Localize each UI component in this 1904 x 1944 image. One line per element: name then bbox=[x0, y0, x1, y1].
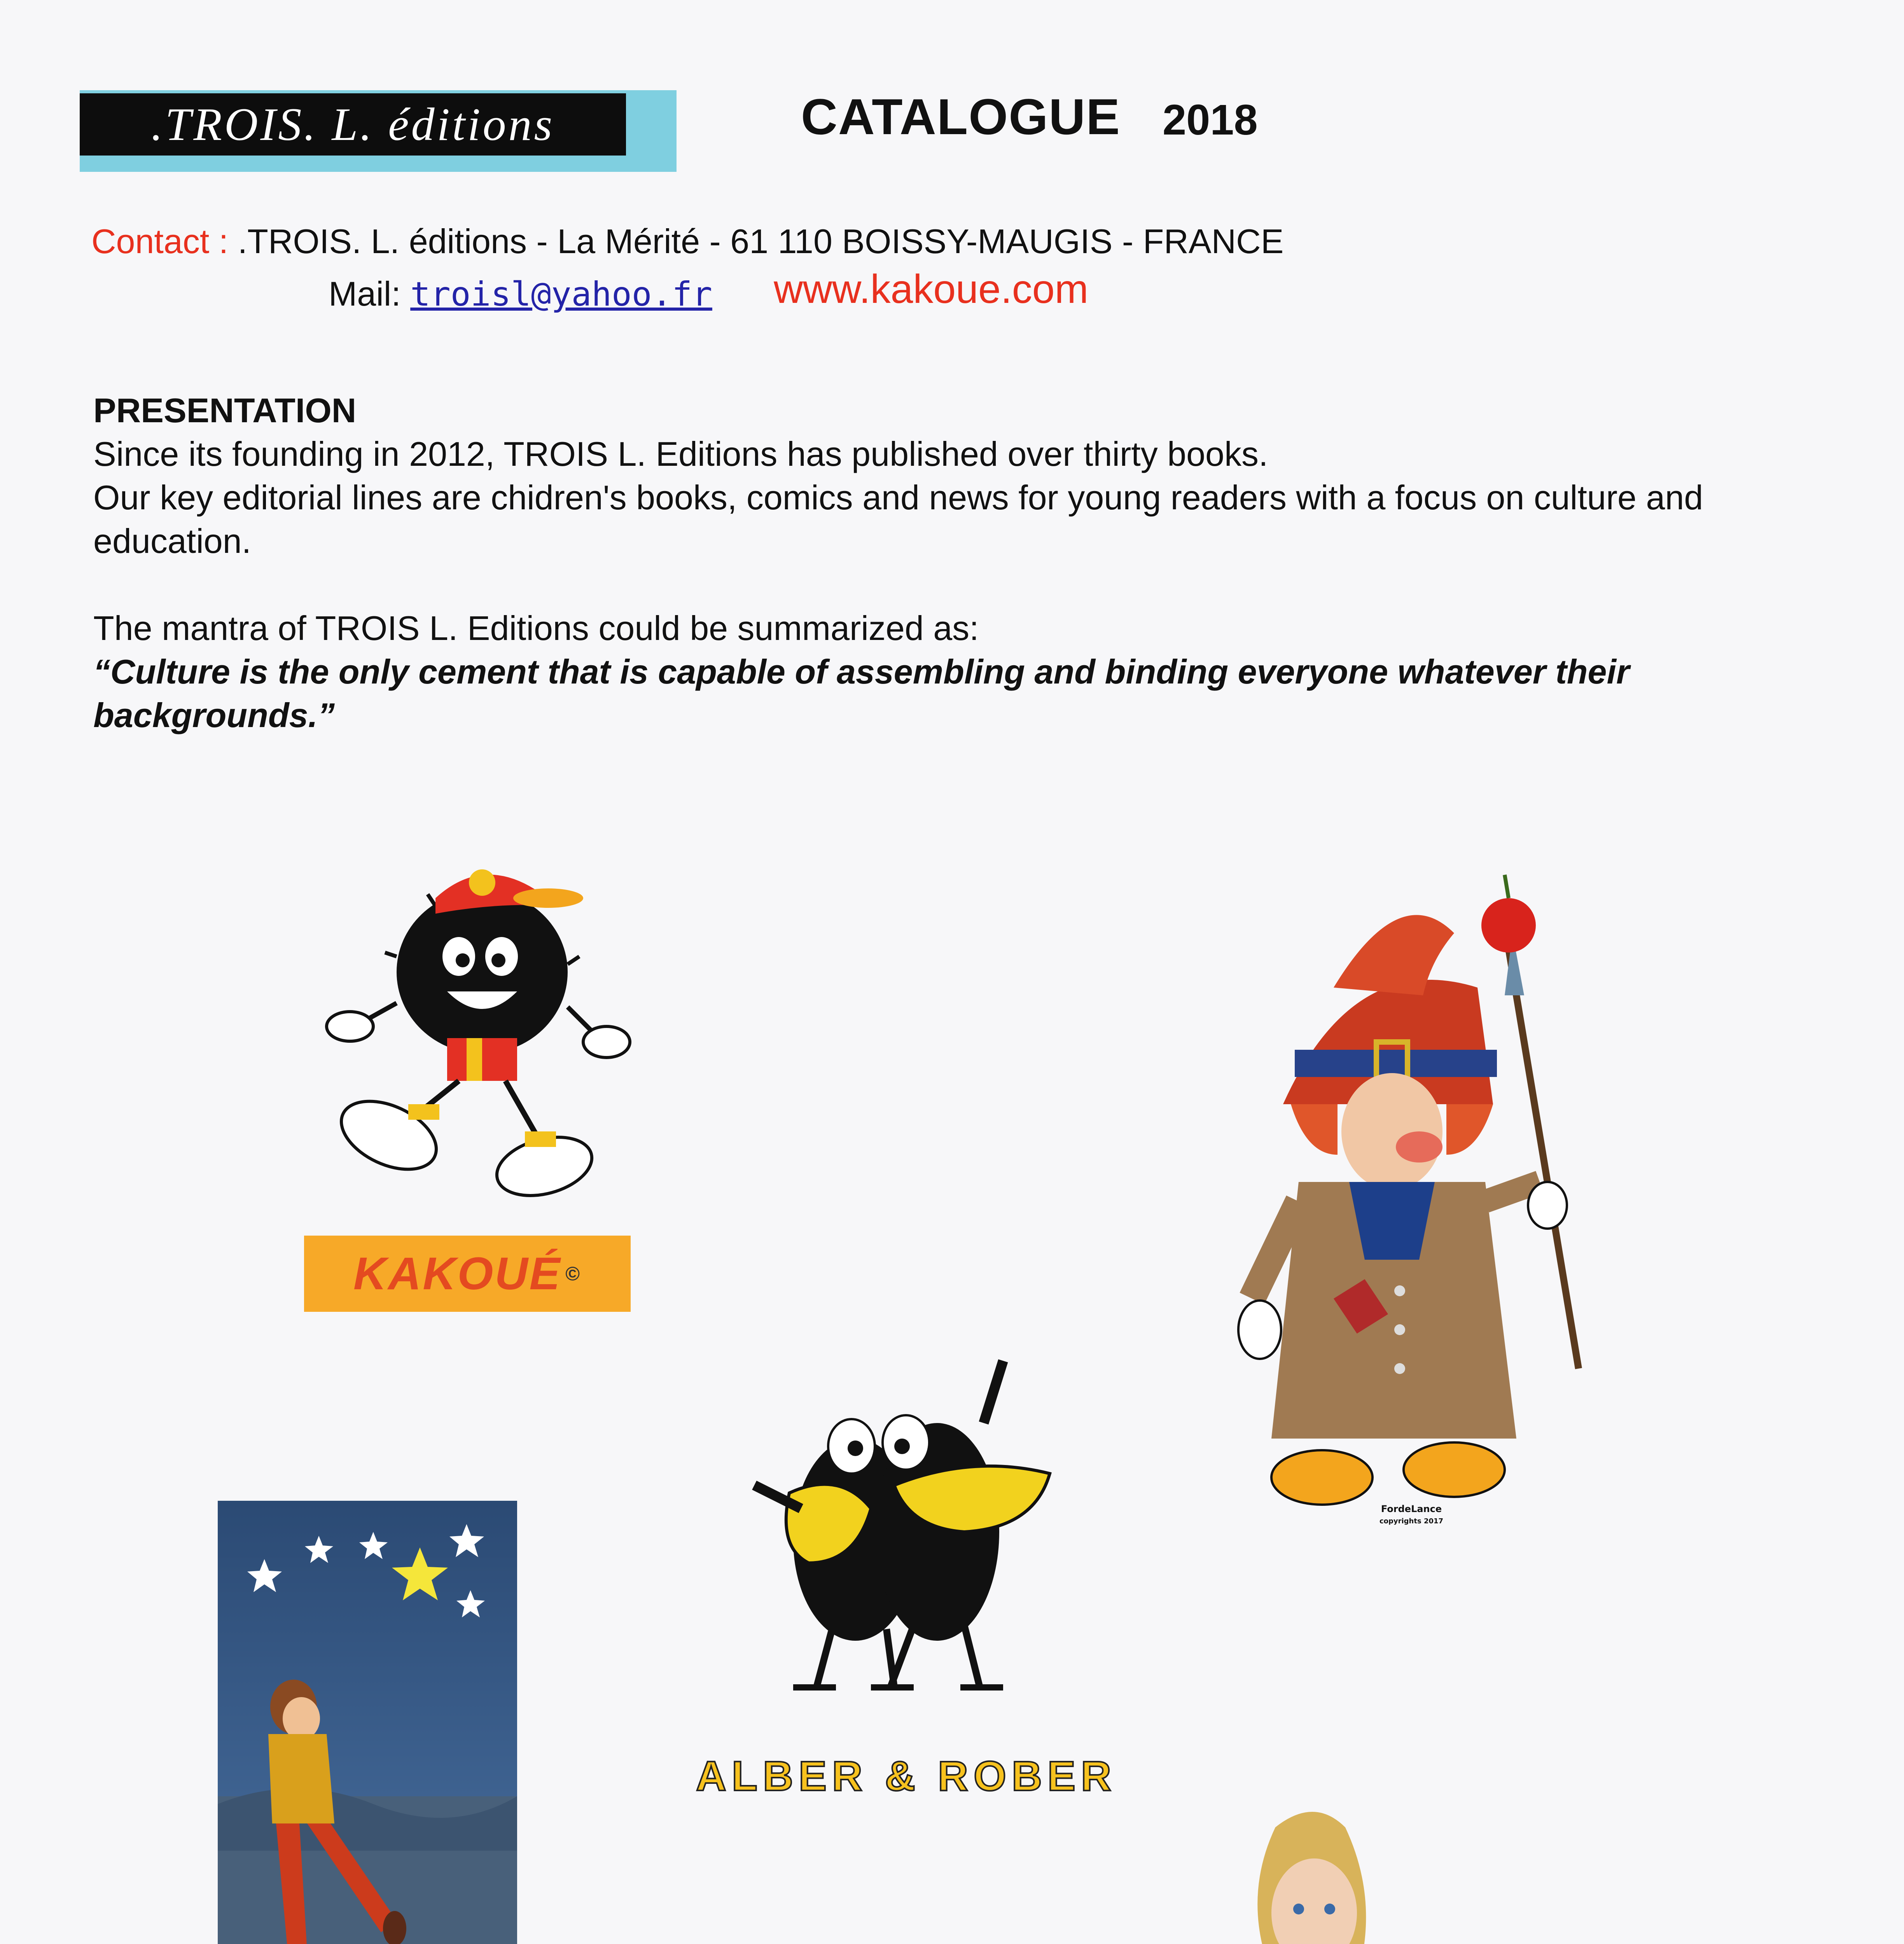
catalogue-year: 2018 bbox=[1163, 96, 1258, 144]
presentation-heading: PRESENTATION bbox=[93, 391, 357, 430]
website-link[interactable]: www.kakoue.com bbox=[774, 267, 1089, 312]
contact-line bbox=[91, 222, 1283, 261]
stargazing-boy-image bbox=[218, 1501, 517, 1944]
presentation-line-2: Our key editorial lines are chidren's books, comics and news for young readers with a focus on culture and education. bbox=[93, 478, 1703, 560]
kakoue-label-text: KAKOUÉ bbox=[353, 1248, 562, 1299]
kakoue-character-image bbox=[319, 840, 638, 1198]
mantra-intro: The mantra of TROIS L. Editions could be summarized as: bbox=[93, 609, 979, 647]
contact-label: Contact : bbox=[91, 222, 229, 260]
contact-address: .TROIS. L. éditions - La Mérité - 61 110 BOISSY-MAUGIS - FRANCE bbox=[238, 222, 1284, 260]
presentation-section bbox=[93, 389, 1804, 737]
presentation-line-1: Since its founding in 2012, TROIS L. Editions has published over thirty books. bbox=[93, 435, 1268, 473]
mail-label: Mail: bbox=[329, 274, 401, 313]
alber-rober-label: ALBER & ROBER bbox=[696, 1752, 1117, 1799]
publisher-logo: .TROIS. L. éditions bbox=[80, 93, 626, 156]
catalogue-title: CATALOGUE bbox=[801, 88, 1121, 145]
fordelance-signature: FordeLance bbox=[1381, 1503, 1442, 1514]
fordelance-copyright: copyrights 2017 bbox=[1379, 1517, 1444, 1525]
fordelance-wizard-image bbox=[1236, 832, 1594, 1509]
mantra-quote: “Culture is the only cement that is capable of assembling and binding everyone whatever their backgrounds.” bbox=[93, 652, 1630, 734]
fordelance-signature-block bbox=[1330, 1503, 1493, 1528]
alber-rober-crows-image bbox=[731, 1345, 1061, 1707]
mail-line bbox=[329, 274, 712, 314]
kakoue-copyright-mark: © bbox=[565, 1263, 582, 1285]
mail-link[interactable]: troisl@yahoo.fr bbox=[410, 275, 712, 314]
warrior-girl-image bbox=[1112, 1796, 1563, 1944]
kakoue-title-label bbox=[304, 1236, 631, 1312]
